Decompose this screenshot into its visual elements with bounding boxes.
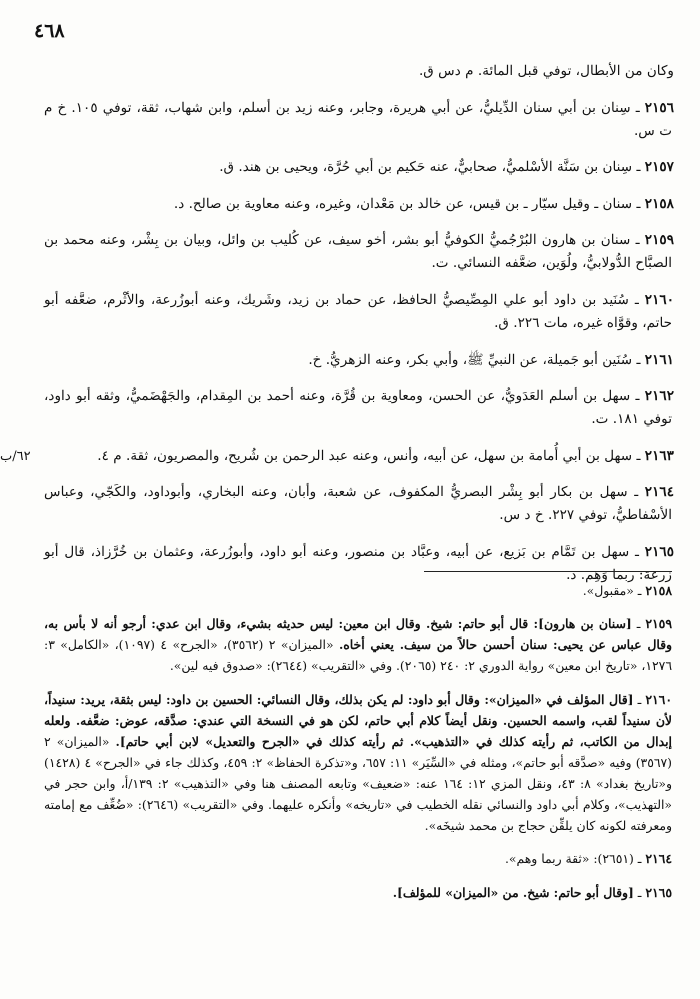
entry-text: وكان من الأبطال، توفي قبل المائة. م دس ق.	[418, 63, 674, 79]
main-text	[0, 60, 675, 596]
entry-text: سهل بن أبي أُمامة بن سهل، عن أبيه، وأنس، وعنه عبد الرحمن بن شُريح، والمصريون، ثقة. م ٤.	[97, 447, 633, 464]
entry-2164: ٢١٦٤ ـ سهل بن بكار أبو بِشْر البصريُّ المكفوف، عن شعبة، وأبان، وعنه البخاري، وأبوداود، والكَجّي، وعباس الأسْفاطيُّ، توفي ٢٢٧. خ د س.	[44, 484, 675, 524]
footnote-2158: ٢١٥٨ ـ «مقبول».	[582, 583, 672, 598]
entry-2157: ٢١٥٧ ـ سِنان بن سَنَّة الأسْلميُّ، صحابيٌّ، عنه حَكيم بن أبي حُرَّة، ويحيى بن هند. ق.	[219, 159, 674, 176]
entry-text: سنان ـ وقيل سيّار ـ بن قيس، عن خالد بن مَعْدان، وغيره، وعنه معاوية بن صالح. د.	[173, 195, 633, 212]
entry-text: سُنَين أبو جَميلة، عن النبيِّ ﷺ، وأبي بكر، وعنه الزهريُّ. خ.	[308, 351, 633, 368]
entry-text: سنان بن هارون البُرْجُميُّ الكوفيُّ أبو بشر، أخو سيف، عن كُليب بن وائل، وبيان بن بِشْر، وعنه محمد بن الصبَّاح الدُّولابيُّ، ولُوَين، ضعَّفه النسائي. ت.	[44, 232, 672, 272]
footnote-text: (٢٦٥١): «ثقة ربما وهم».	[504, 851, 634, 867]
entry-text: سهل بن أسلم العَدَويُّ، عن الحسن، ومعاوية بن قُرَّة، وعنه أحمد بن المِقدام، والجَهْضَميُّ، وثقه أبو داود، توفي ١٨١. ت.	[44, 388, 672, 428]
manuscript-folio-note: ٦٢/ب	[0, 448, 31, 464]
entry-text: سهل بن تَمَّام بن بَزيع، عن أبيه، وعبَّاد بن منصور، وعنه أبو داود، وأبوزُرعة، وعثمان بن خُرَّزاذ، قال أبو زرعة: ربما وَهِم. د.	[44, 543, 672, 583]
entry-number: ٢١٥٨	[644, 195, 674, 212]
entry-text: سِنان بن سَنَّة الأسْلميُّ، صحابيٌّ، عنه حَكيم بن أبي حُرَّة، ويحيى بن هند. ق.	[219, 159, 633, 176]
footnote-addition: [وقال أبو حاتم: شيخ. من «الميزان» للمؤلف].	[392, 884, 634, 900]
entry-2161: ٢١٦١ ـ سُنَين أبو جَميلة، عن النبيِّ ﷺ، وأبي بكر، وعنه الزهريُّ. خ.	[308, 351, 674, 368]
footnote-number: ٢١٦٤	[645, 851, 672, 867]
entry-text: سِنان بن أبي سنان الدِّيليُّ، عن أبي هريرة، وجابر، وعنه زيد بن أسلم، وابن شهاب، ثقة، توفي ١٠٥. خ م ت س.	[44, 99, 672, 139]
footnote-2159: ٢١٥٩ ـ [سنان بن هارون]: قال أبو حاتم: شيخ. وقال ابن معين: ليس حديثه بشيء، وقال ابن عدي: أرجو أنه لا بأس به، وقال عباس عن يحيى: سنان أحسن حالاً من سيف. يعني أخاه. «الميزان» ٢ (٣٥٦٢)، «الجرح» ٤ (١٠٩٧)، «الكامل» ٣: ١٢٧٦، «تاريخ ابن معين» رواية الدوري ٢: ٢٤٠ (٢٠٦٥). وفي «التقريب» (٢٦٤٤): «صدوق فيه لين».	[44, 616, 672, 674]
entry-number: ٢١٦٥	[644, 543, 675, 560]
entry-number: ٢١٦٤	[644, 484, 675, 501]
footnote-2160: ٢١٦٠ ـ [قال المؤلف في «الميزان»: وقال أبو داود: لم يكن بذلك، وقال النسائي: الحسين بن داود: ليس بثقة، يريد: سنيداً، لأن سنيداً لقب، واسمه الحسين. ونقل أيضاً كلام أبي حاتم، لكن هو في النسخة التي عندي: صدَّقه، عوض: ضعَّفه. ولعله إبدال من الكاتب، ثم رأيته كذلك في «التذهيب». ثم رأيته كذلك في «الجرح والتعديل» لابن أبي حاتم]. «الميزان» ٢ (٣٥٦٧) وفيه «صدَّقه أبو حاتم»، ومثله في «السِّيَر» ١١: ٦٥٧، و«تذكرة الحفاظ» ٢: ٤٥٩، وكذلك جاء في «الجرح» ٤ (١٤٢٨) و«تاريخ بغداد» ٨: ٤٣، ونقل المزي ١٢: ١٦٤ عنه: «ضعيف» وتابعه المصنف هنا وفي «التذهيب» ٢: ١٣٩/أ، وابن حجر في «التهذيب»، وكلام أبي داود والنسائي نقله الخطيب في «تاريخه» وأنكره عليهما. وفي «التقريب» (٢٦٤٦): «ضُعِّف مع إمامته ومعرفته لكونه كان يلقِّن حجاج بن محمد شيخَه».	[44, 691, 673, 833]
footnote-text: «مقبول».	[582, 583, 634, 598]
entry-2159: ٢١٥٩ ـ سنان بن هارون البُرْجُميُّ الكوفيُّ أبو بشر، أخو سيف، عن كُليب بن وائل، وبيان بن بِشْر، وعنه محمد بن الصبَّاح الدُّولابيُّ، ولُوَين، ضعَّفه النسائي. ت.	[44, 232, 675, 272]
entry-number: ٢١٥٩	[644, 232, 675, 249]
footnote-number: ٢١٦٠	[645, 691, 672, 707]
entry-2163: ٦٢/ب ٢١٦٣ ـ سهل بن أبي أُمامة بن سهل، عن أبيه، وأنس، وعنه عبد الرحمن بن شُريح، والمصريون، ثقة. م ٤.	[44, 445, 672, 468]
entry-2158: ٢١٥٨ ـ سنان ـ وقيل سيّار ـ بن قيس، عن خالد بن مَعْدان، وغيره، وعنه معاوية بن صالح. د.	[173, 195, 674, 212]
entry-2160: ٢١٦٠ ـ سُنَيد بن داود أبو علي المِصِّيصيُّ الحافظ، عن حماد بن زيد، وشَريك، وعنه أبوزُرعة، والأثْرم، ضعَّفه أبو حاتم، وقوَّاه غيره، مات ٢٢٦. ق.	[44, 291, 675, 331]
entry-number: ٢١٥٧	[644, 159, 674, 176]
entry-2162: ٢١٦٢ ـ سهل بن أسلم العَدَويُّ، عن الحسن، ومعاوية بن قُرَّة، وعنه أحمد بن المِقدام، والجَهْضَميُّ، وثقه أبو داود، توفي ١٨١. ت.	[44, 388, 675, 428]
footnote-number: ٢١٥٨	[645, 583, 672, 598]
footnote-number: ٢١٦٥	[645, 884, 672, 900]
footnote-text: «الميزان» ٢ (٣٥٦٧) وفيه «صدَّقه أبو حاتم»، ومثله في «السِّيَر» ١١: ٦٥٧، و«تذكرة الحفاظ» ٢: ٤٥٩، وكذلك جاء في «الجرح» ٤ (١٤٢٨) و«تاريخ بغداد» ٨: ٤٣، ونقل المزي ١٢: ١٦٤ عنه: «ضعيف» وتابعه المصنف هنا وفي «التذهيب» ٢: ١٣٩/أ، وابن حجر في «التهذيب»، وكلام أبي داود والنسائي نقله الخطيب في «تاريخه» وأنكره عليهما. وفي «التقريب» (٢٦٤٦): «ضُعِّف مع إمامته ومعرفته لكونه كان يلقِّن حجاج بن محمد شيخَه».	[44, 733, 673, 833]
entry-number: ٢١٦٠	[644, 291, 675, 308]
footnote-addition: [قال المؤلف في «الميزان»: وقال أبو داود: لم يكن بذلك، وقال النسائي: الحسين بن داود: ليس بثقة، يريد: سنيداً، لأن سنيداً لقب، واسمه الحسين. ونقل أيضاً كلام أبي حاتم، لكن هو في النسخة التي عندي: صدَّقه، عوض: ضعَّفه. ولعله إبدال من الكاتب، ثم رأيته كذلك في «التذهيب». ثم رأيته كذلك في «الجرح والتعديل» لابن أبي حاتم].	[44, 691, 672, 749]
entry-text: سُنَيد بن داود أبو علي المِصِّيصيُّ الحافظ، عن حماد بن زيد، وشَريك، وعنه أبوزُرعة، والأثْرم، ضعَّفه أبو حاتم، وقوَّاه غيره، مات ٢٢٦. ق.	[44, 291, 672, 331]
entry-number: ٢١٦٣	[644, 447, 674, 464]
entry-number: ٢١٦١	[644, 351, 674, 368]
page-number: ٤٦٨	[34, 20, 65, 42]
entry-text: سهل بن بكار أبو بِشْر البصريُّ المكفوف، عن شعبة، وأبان، وعنه البخاري، وأبوداود، والكَجّي، وعباس الأسْفاطيُّ، توفي ٢٢٧. خ د س.	[44, 484, 672, 524]
footnote-2164: ٢١٦٤ ـ (٢٦٥١): «ثقة ربما وهم».	[504, 851, 672, 867]
entry-number: ٢١٥٦	[644, 99, 675, 116]
entry-2165: ٢١٦٥ ـ سهل بن تَمَّام بن بَزيع، عن أبيه، وعبَّاد بن منصور، وعنه أبو داود، وأبوزُرعة، وعثمان بن خُرَّزاذ، قال أبو زرعة: ربما وَهِم. د.	[44, 543, 675, 583]
footnote-text: «الميزان» ٢ (٣٥٦٢)، «الجرح» ٤ (١٠٩٧)، «الكامل» ٣: ١٢٧٦، «تاريخ ابن معين» رواية الدوري ٢: ٢٤٠ (٢٠٦٥). وفي «التقريب» (٢٦٤٤): «صدوق فيه لين».	[44, 637, 672, 674]
footnote-divider	[424, 571, 672, 572]
footnote-2165: ٢١٦٥ ـ [وقال أبو حاتم: شيخ. من «الميزان» للمؤلف].	[392, 884, 672, 900]
footnote-addition: [سنان بن هارون]: قال أبو حاتم: شيخ. وقال ابن معين: ليس حديثه بشيء، وقال ابن عدي: أرجو أنه لا بأس به، وقال عباس عن يحيى: سنان أحسن حالاً من سيف. يعني أخاه.	[44, 616, 672, 653]
entry-2156: ٢١٥٦ ـ سِنان بن أبي سنان الدِّيليُّ، عن أبي هريرة، وجابر، وعنه زيد بن أسلم، وابن شهاب، ثقة، توفي ١٠٥. خ م ت س.	[44, 99, 675, 139]
entry-number: ٢١٦٢	[644, 388, 675, 405]
entry-continuation	[44, 60, 672, 83]
footnotes	[44, 580, 672, 906]
footnote-number: ٢١٥٩	[645, 616, 672, 632]
